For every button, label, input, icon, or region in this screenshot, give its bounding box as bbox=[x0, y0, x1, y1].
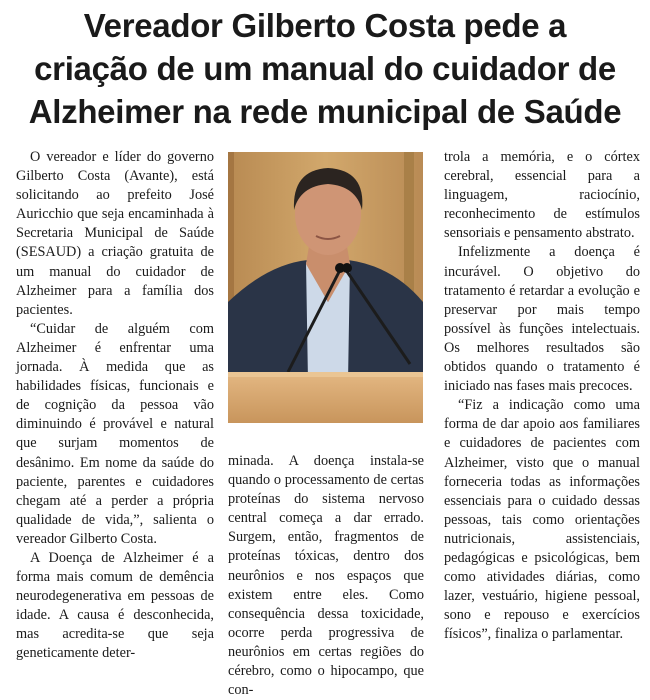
headline-line-1: Vereador Gilberto Costa pede a bbox=[83, 7, 567, 44]
paragraph-closing-quote: “Fiz a indicação como uma forma de dar apoio aos familiares e cuidadores de pacientes com Alzheimer, visto que o manual forneceria todas as informações essenciais para o cuidado dessas pessoas, tais como orientações nutricionais, assistenciais, pedagógicas e psicológicas, bem como atividades diárias, como lazer, vestuário, higiene pessoal, sono e repouso e exercícios físicos”, finaliza o parlamentar. bbox=[444, 397, 640, 643]
paragraph-continuation: minada. A doença instala-se quando o processamento de certas proteínas do sistema nervoso central começa a dar errado. Surgem, então, fragmentos de proteínas tóxicas, dentro dos neurônios e nos espaços que existem entre eles. Como consequência dessa toxicidade, ocorre perda progressiva de neurônios em certas regiões do cérebro, como o hipocampo, que con- bbox=[228, 453, 424, 699]
paragraph-brain: trola a memória, e o córtex cerebral, essencial para a linguagem, raciocínio, reconhecimento de estímulos sensoriais e pensamento abstrato. bbox=[444, 149, 640, 242]
headline-line-3: Alzheimer na rede municipal de Saúde bbox=[28, 93, 622, 130]
article-headline bbox=[0, 4, 650, 133]
paragraph-disease: A Doença de Alzheimer é a forma mais comum de demência neurodegenerativa em pessoas de idade. A causa é desconhecida, mas acredita-se que seja geneticamente deter- bbox=[16, 549, 214, 662]
portrait-speaker-icon bbox=[228, 152, 423, 423]
headline-line-2: criação de um manual do cuidador de bbox=[34, 50, 616, 87]
article-column-3 bbox=[444, 148, 640, 644]
paragraph-quote: “Cuidar de alguém com Alzheimer é enfrentar uma jornada. À medida que as habilidades físicas, funcionais e de cognição da pessoa vão diminuindo é provável e natural que surjam momentos de desânimo. Em nome da saúde do paciente, parentes e cuidadores chegam até a perder a própria qualidade de vida,”, salienta o vereador Gilberto Costa. bbox=[16, 320, 214, 547]
article-column-1 bbox=[16, 148, 214, 664]
paragraph-intro: O vereador e líder do governo Gilberto Costa (Avante), está solicitando ao prefeito José Auricchio que seja encaminhada à Secretaria Municipal de Saúde (SESAUD) a criação gratuita de um manual do cuidador de Alzheimer para a família dos pacientes. bbox=[16, 149, 214, 318]
article-column-2 bbox=[228, 452, 424, 700]
article-photo bbox=[228, 152, 423, 423]
paragraph-treatment: Infelizmente a doença é incurável. O objetivo do tratamento é retardar a evolução e preservar por mais tempo possível às funções intelectuais. Os melhores resultados são obtidos quando o tratamento é iniciado nas fases mais precoces. bbox=[444, 244, 640, 395]
